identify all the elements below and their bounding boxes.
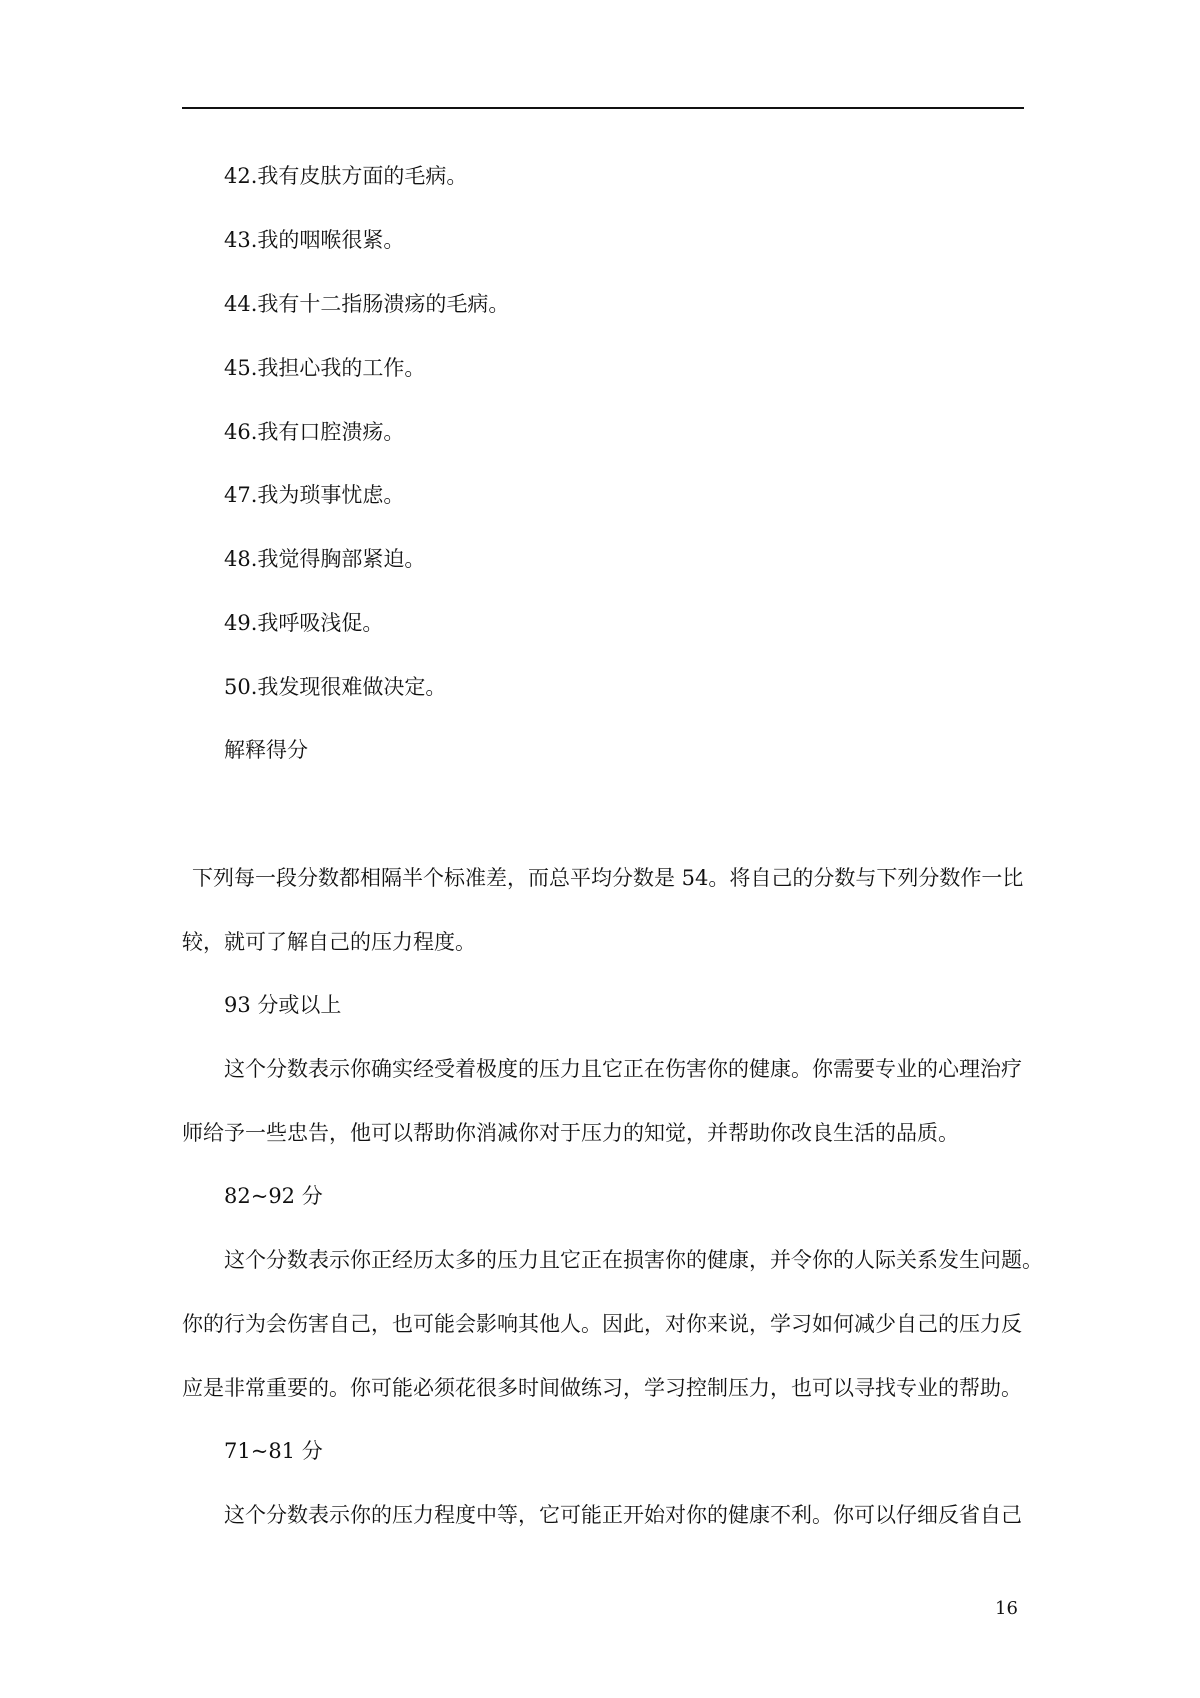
list-item: 43.我的咽喉很紧。 <box>224 228 405 252</box>
desc-82-line: 这个分数表示你正经历太多的压力且它正在损害你的健康，并令你的人际关系发生问题。 <box>224 1248 1043 1272</box>
list-item: 42.我有皮肤方面的毛病。 <box>224 164 468 188</box>
page-number: 16 <box>995 1598 1018 1619</box>
desc-93-line: 这个分数表示你确实经受着极度的压力且它正在伤害你的健康。你需要专业的心理治疗 <box>224 1057 1022 1081</box>
list-item: 50.我发现很难做决定。 <box>224 675 447 699</box>
desc-82-line: 应是非常重要的。你可能必须花很多时间做练习，学习控制压力，也可以寻找专业的帮助。 <box>182 1376 1022 1400</box>
desc-93-line: 师给予一些忠告，他可以帮助你消减你对于压力的知觉，并帮助你改良生活的品质。 <box>182 1121 959 1145</box>
section-title: 解释得分 <box>224 738 308 762</box>
intro-line: 下列每一段分数都相隔半个标准差，而总平均分数是 54。将自己的分数与下列分数作一比 <box>192 866 1024 890</box>
list-item: 45.我担心我的工作。 <box>224 356 426 380</box>
list-item: 47.我为琐事忧虑。 <box>224 483 405 507</box>
list-item: 44.我有十二指肠溃疡的毛病。 <box>224 292 510 316</box>
list-item: 49.我呼吸浅促。 <box>224 611 384 635</box>
desc-71-line: 这个分数表示你的压力程度中等，它可能正开始对你的健康不利。你可以仔细反省自己 <box>224 1503 1022 1527</box>
desc-82-line: 你的行为会伤害自己，也可能会影响其他人。因此，对你来说，学习如何减少自己的压力反 <box>182 1312 1022 1336</box>
intro-line: 较，就可了解自己的压力程度。 <box>182 930 476 954</box>
list-item: 46.我有口腔溃疡。 <box>224 420 405 444</box>
score-range-82: 82~92 分 <box>224 1184 323 1208</box>
score-range-71: 71~81 分 <box>224 1439 323 1463</box>
score-range-93: 93 分或以上 <box>224 993 342 1017</box>
list-item: 48.我觉得胸部紧迫。 <box>224 547 426 571</box>
header-rule <box>182 107 1024 109</box>
